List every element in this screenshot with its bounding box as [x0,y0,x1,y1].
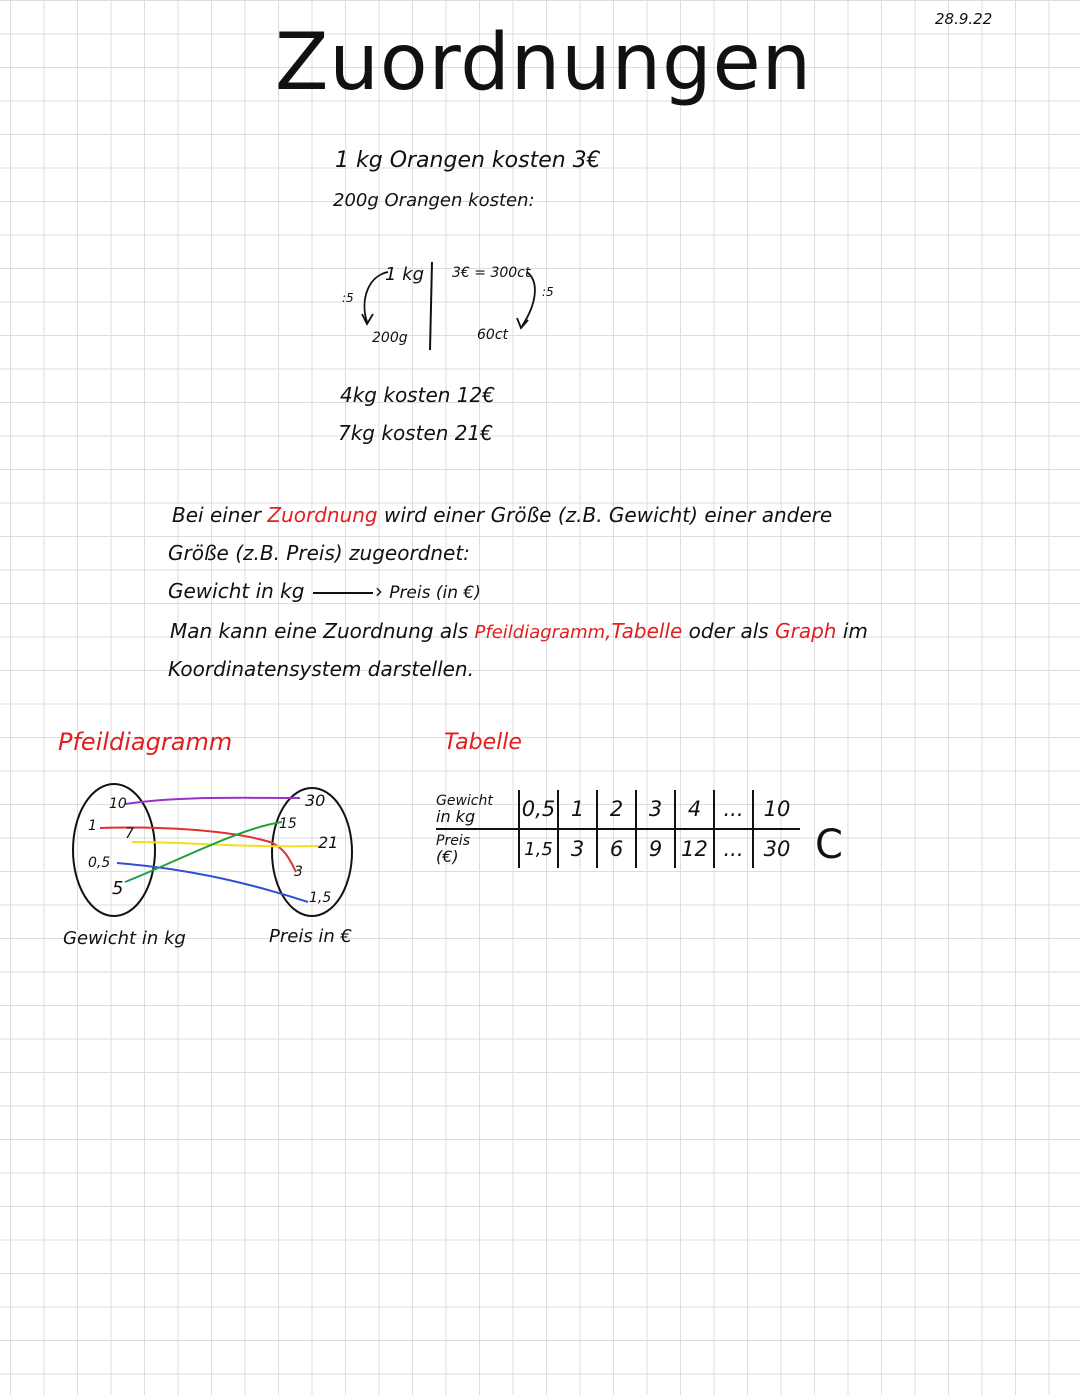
date-label: 28.9.22 [935,10,993,28]
right-top-value: 3€ = 300ct [452,265,531,281]
definition-text: oder als [688,619,769,643]
row-label-line: (€) [436,847,459,866]
pfeildiagramm-heading: Pfeildiagramm [58,728,233,756]
value-table [436,790,800,868]
left-caption: Gewicht in kg [63,928,186,949]
definition-line-2: Größe (z.B. Preis) zugeordnet: [168,541,470,565]
right-value: 30 [305,791,326,810]
left-bottom-value: 200g [372,330,408,346]
arrow-7-21 [132,842,318,846]
left-operation: :5 [342,291,354,305]
example-line-2: 200g Orangen kosten: [333,190,535,211]
table-cell: 1 [558,790,597,829]
row-label-line: Preis [436,833,470,849]
left-value: 7 [125,826,134,842]
table-cell: 10 [753,790,800,829]
table-cell: ... [714,790,753,829]
definition-separator: , [605,619,612,643]
definition-text: Preis (in €) [389,583,481,603]
table-cell: 3 [558,829,597,868]
arrow-head-icon [362,314,373,324]
table-cell: 9 [636,829,675,868]
term-zuordnung: Zuordnung [267,503,378,527]
page-title: Zuordnungen [275,18,813,108]
table-row-price [436,829,800,868]
definition-text: Gewicht in kg [168,579,305,603]
example-divider [430,262,432,350]
table-cell: 2 [597,790,636,829]
side-mark: C [815,822,843,868]
table-cell: 6 [597,829,636,868]
definition-text: Bei einer [172,503,262,527]
definition-text: im [842,619,868,643]
left-value: 5 [112,878,124,899]
arrow-10-30 [125,798,300,804]
arrow-head-icon: › [374,579,383,603]
row-label-line: in kg [436,807,476,826]
row-label-weight [436,790,519,829]
right-bottom-value: 60ct [477,327,509,343]
right-value: 3 [294,864,303,880]
left-value: 0,5 [88,855,111,871]
right-value: 15 [279,816,297,832]
row-label-line: Gewicht [436,793,493,809]
arrow-05-15 [117,863,308,902]
right-value: 1,5 [309,890,332,906]
left-value: 10 [109,796,127,812]
table-row-weight [436,790,800,829]
example-result-1: 4kg kosten 12€ [340,383,495,407]
row-label-price [436,829,519,868]
definition-text: wird einer Größe (z.B. Gewicht) einer andere [384,503,833,527]
definition-text: Man kann eine Zuordnung als [170,619,469,643]
table-cell: 4 [675,790,714,829]
right-curved-arrow [522,272,535,326]
example-line-1: 1 kg Orangen kosten 3€ [335,148,601,173]
example-result-2: 7kg kosten 21€ [338,421,493,445]
term-tabelle: Tabelle [611,619,683,643]
table-cell: 1,5 [519,829,558,868]
left-curved-arrow [365,272,388,322]
definition-line-5: Koordinatensystem darstellen. [168,657,474,681]
right-value: 21 [318,833,339,852]
table-cell: 0,5 [519,790,558,829]
term-graph: Graph [775,619,837,643]
right-caption: Preis in € [269,926,353,947]
right-operation: :5 [542,285,554,299]
left-value: 1 [88,818,97,834]
left-top-value: 1 kg [385,264,425,285]
term-pfeildiagramm: Pfeildiagramm [474,622,606,643]
table-cell: 12 [675,829,714,868]
tabelle-heading: Tabelle [444,730,522,755]
table-cell: ... [714,829,753,868]
table-cell: 30 [753,829,800,868]
table-cell: 3 [636,790,675,829]
